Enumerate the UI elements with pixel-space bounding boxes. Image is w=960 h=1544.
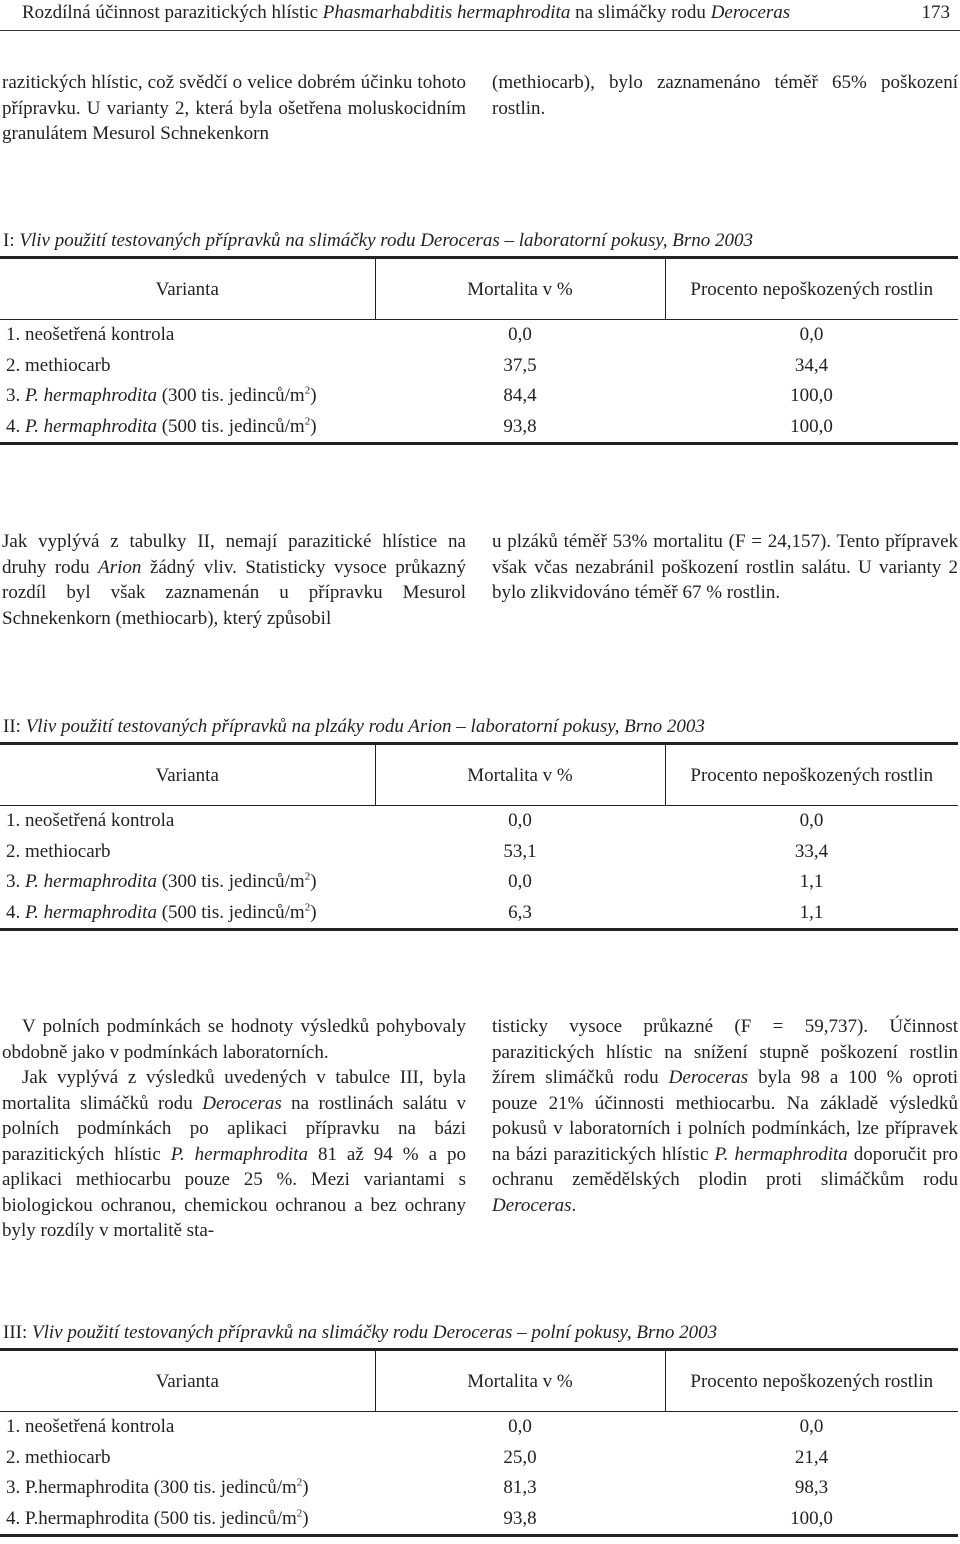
top-right-paragraph: (methiocarb), bylo zaznamenáno téměř 65% poškození rostlin. — [492, 72, 958, 119]
row-number: 3. — [6, 1477, 25, 1499]
bottom-right-species: P. hermaphrodita — [714, 1143, 848, 1165]
header-mortalita: Mortalita v % — [375, 1350, 665, 1412]
variant-exponent: 2 — [296, 1507, 303, 1520]
variant-species: P. hermaphrodita — [25, 901, 157, 923]
table-row — [0, 381, 958, 412]
variant-species: P. hermaphrodita — [25, 871, 157, 893]
table2-caption-label: II: — [3, 716, 26, 737]
cell-mortalita: 37,5 — [503, 354, 537, 376]
cell-procento: 100,0 — [665, 412, 958, 444]
cell-procento: 34,4 — [794, 354, 829, 376]
header-mortalita: Mortalita v % — [375, 258, 665, 320]
cell-procento: 33,4 — [794, 840, 829, 862]
table1-header-row — [0, 258, 958, 320]
header-mortalita: Mortalita v % — [375, 744, 665, 806]
cell-mortalita: 0,0 — [508, 324, 532, 346]
bottom-left-species: P. hermaphrodita — [170, 1143, 308, 1165]
cell-procento: 0,0 — [799, 324, 824, 346]
bottom-left-genus: Deroceras — [202, 1092, 282, 1114]
cell-mortalita: 0,0 — [508, 1416, 532, 1438]
cell-varianta — [0, 867, 375, 898]
bottom-left-column — [2, 1014, 466, 1244]
mid-left-paragraph — [2, 529, 466, 631]
cell-varianta — [0, 806, 375, 837]
bottom-right-paragraph — [492, 1014, 958, 1218]
running-title-text: Rozdílná účinnost parazitických hlístic — [22, 2, 323, 23]
cell-mortalita: 0,0 — [508, 810, 532, 832]
cell-mortalita: 84,4 — [503, 385, 537, 407]
page-number: 173 — [921, 2, 950, 23]
variant-name: neošetřená kontrola — [25, 324, 175, 346]
running-title-text-mid: na slimáčky rodu — [570, 2, 711, 23]
bottom-right-text-c: doporučit pro ochranu zemědělských plodin proti slimáčkům rodu — [492, 1143, 958, 1190]
top-left-paragraph: razitických hlístic, což svědčí o velice dobrém účinku tohoto přípravku. U varianty 2, která byla ošetřena moluskocidním granulátem Mesurol Schnekenkorn — [2, 72, 466, 144]
table-row — [0, 837, 958, 868]
variant-close: ) — [310, 415, 317, 437]
cell-procento: 1,1 — [665, 898, 958, 930]
table-row — [0, 1473, 958, 1504]
variant-name: methiocarb — [25, 1446, 111, 1468]
table2-caption-text: Vliv použití testovaných přípravků na plzáky rodu Arion – laboratorní pokusy, Brno 2003 — [25, 716, 705, 737]
cell-procento: 98,3 — [794, 1477, 829, 1499]
running-title-genus: Deroceras — [710, 2, 791, 23]
cell-mortalita: 93,8 — [375, 1504, 665, 1536]
variant-species: P. hermaphrodita — [25, 385, 157, 407]
bottom-right-genus-2: Deroceras — [492, 1194, 572, 1216]
cell-mortalita: 0,0 — [508, 871, 532, 893]
variant-dose: (500 tis. jedinců/m — [156, 415, 305, 437]
cell-mortalita: 25,0 — [503, 1446, 537, 1468]
cell-varianta — [0, 837, 375, 868]
table3 — [0, 1348, 958, 1537]
row-number: 3. — [6, 385, 25, 407]
table-row — [0, 1504, 958, 1536]
bottom-left-paragraph-2 — [2, 1065, 466, 1244]
table3-caption-label: III: — [3, 1322, 33, 1343]
running-title-species: Phasmarhabditis hermaphrodita — [322, 2, 571, 23]
row-number: 4. — [6, 901, 25, 923]
variant-close: ) — [310, 871, 317, 893]
row-number: 2. — [6, 354, 25, 376]
bottom-left-text-c: 81 až 94 % a po aplikaci methiocarbu pouze 25 %. Mezi variantami s biologickou ochranou, chemickou ochranou a bez ochrany byly rozdíly v mortalitě sta- — [2, 1143, 466, 1241]
variant-close: ) — [302, 1507, 309, 1529]
cell-varianta — [0, 1443, 375, 1474]
table3-caption-text: Vliv použití testovaných přípravků na slimáčky rodu Deroceras – polní pokusy, Brno 2003 — [32, 1322, 718, 1343]
header-rule — [0, 30, 960, 31]
mid-left-genus: Arion — [98, 556, 142, 578]
bottom-right-text-d: . — [571, 1194, 577, 1216]
variant-name: P.hermaphrodita (300 tis. jedinců/m — [25, 1477, 297, 1499]
cell-procento: 0,0 — [799, 810, 824, 832]
variant-close: ) — [310, 901, 317, 923]
variant-dose: (300 tis. jedinců/m — [156, 385, 305, 407]
bottom-right-column — [492, 1014, 958, 1218]
variant-exponent: 2 — [304, 384, 311, 397]
variant-name: P.hermaphrodita (500 tis. jedinců/m — [25, 1507, 297, 1529]
row-number: 1. — [6, 810, 25, 832]
cell-procento: 0,0 — [799, 1416, 824, 1438]
row-number: 2. — [6, 1446, 25, 1468]
variant-close: ) — [302, 1477, 309, 1499]
top-right-column — [492, 70, 958, 121]
variant-exponent: 2 — [296, 1476, 303, 1489]
cell-varianta — [0, 351, 375, 382]
variant-close: ) — [310, 385, 317, 407]
bottom-right-genus-1: Deroceras — [668, 1067, 749, 1088]
header-procento: Procento nepoškozených rostlin — [665, 744, 958, 806]
cell-varianta — [0, 320, 375, 351]
mid-left-text-a: Jak vyplývá z tabulky II, nemají parazitické hlístice na druhy rodu — [2, 531, 466, 578]
table-row — [0, 351, 958, 382]
row-number: 1. — [6, 1416, 25, 1438]
variant-name: methiocarb — [25, 840, 111, 862]
table-row — [0, 320, 958, 351]
running-header — [0, 0, 960, 30]
header-varianta: Varianta — [0, 1350, 375, 1412]
table-row — [0, 412, 958, 444]
variant-exponent: 2 — [304, 870, 311, 883]
table-row — [0, 898, 958, 930]
table-row — [0, 1443, 958, 1474]
cell-mortalita: 81,3 — [503, 1477, 537, 1499]
mid-right-paragraph: u plzáků téměř 53% mortalitu (F = 24,157). Tento přípravek však včas nezabránil poškození rostlin salátu. U varianty 2 bylo zlikvidováno téměř 67 % rostlin. — [492, 531, 958, 603]
cell-procento: 1,1 — [799, 871, 824, 893]
bottom-right-text-b: byla 98 a 100 % oproti pouze 21% účinnosti methiocarbu. Na základě výsledků pokusů v laboratorních i polních podmínkách, lze přípravek na bázi parazitických hlístic — [492, 1067, 958, 1165]
cell-procento: 21,4 — [794, 1446, 829, 1468]
cell-varianta — [0, 1504, 375, 1536]
mid-left-text-b: žádný vliv. Statisticky vysoce průkazný rozdíl byl však zaznamenán u přípravku Mesurol Schnekenkorn (methiocarb), který způsobil — [2, 556, 466, 629]
row-number: 1. — [6, 324, 25, 346]
cell-varianta — [0, 898, 375, 930]
row-number: 4. — [6, 1507, 25, 1529]
cell-varianta — [0, 381, 375, 412]
table1 — [0, 256, 958, 445]
variant-exponent: 2 — [304, 415, 311, 428]
cell-mortalita: 6,3 — [375, 898, 665, 930]
header-varianta: Varianta — [0, 258, 375, 320]
cell-varianta — [0, 1473, 375, 1504]
table2-caption — [3, 716, 960, 738]
cell-varianta — [0, 1412, 375, 1443]
header-procento: Procento nepoškozených rostlin — [665, 258, 958, 320]
header-varianta: Varianta — [0, 744, 375, 806]
cell-mortalita: 53,1 — [503, 840, 537, 862]
row-number: 2. — [6, 840, 25, 862]
variant-dose: (300 tis. jedinců/m — [156, 871, 305, 893]
table2-header-row — [0, 744, 958, 806]
bottom-left-paragraph-1: V polních podmínkách se hodnoty výsledků pohybovaly obdobně jako v podmínkách laboratorních. — [2, 1016, 466, 1063]
variant-name: neošetřená kontrola — [25, 1416, 175, 1438]
table1-caption-label: I: — [3, 230, 20, 251]
table-row — [0, 867, 958, 898]
row-number: 4. — [6, 415, 25, 437]
cell-procento: 100,0 — [665, 1504, 958, 1536]
top-left-column — [2, 70, 466, 147]
table3-caption — [3, 1322, 960, 1344]
bottom-right-text-a: tisticky vysoce průkazné (F = 59,737). Účinnost parazitických hlístic na snížení stupně poškození rostlin žírem slimáčků rodu — [492, 1016, 958, 1088]
variant-dose: (500 tis. jedinců/m — [156, 901, 305, 923]
mid-left-column — [2, 529, 466, 631]
variant-name: methiocarb — [25, 354, 111, 376]
variant-name: neošetřená kontrola — [25, 810, 175, 832]
bottom-left-text-a: Jak vyplývá z výsledků uvedených v tabulce III, byla mortalita slimáčků rodu — [2, 1067, 466, 1114]
cell-mortalita: 93,8 — [375, 412, 665, 444]
header-procento: Procento nepoškozených rostlin — [665, 1350, 958, 1412]
variant-species: P. hermaphrodita — [25, 415, 157, 437]
table-row — [0, 806, 958, 837]
table2 — [0, 742, 958, 931]
bottom-left-text-b: na rostlinách salátu v polních podmínkách po aplikaci přípravku na bázi parazitických hlístic — [2, 1092, 466, 1165]
cell-procento: 100,0 — [790, 385, 833, 407]
mid-right-column — [492, 529, 958, 606]
table3-header-row — [0, 1350, 958, 1412]
row-number: 3. — [6, 871, 25, 893]
cell-varianta — [0, 412, 375, 444]
table1-caption-text: Vliv použití testovaných přípravků na slimáčky rodu Deroceras – laboratorní pokusy, Brno 2003 — [19, 230, 754, 251]
table-row — [0, 1412, 958, 1443]
running-title — [22, 2, 790, 24]
table1-caption — [3, 230, 960, 252]
variant-exponent: 2 — [304, 901, 311, 914]
